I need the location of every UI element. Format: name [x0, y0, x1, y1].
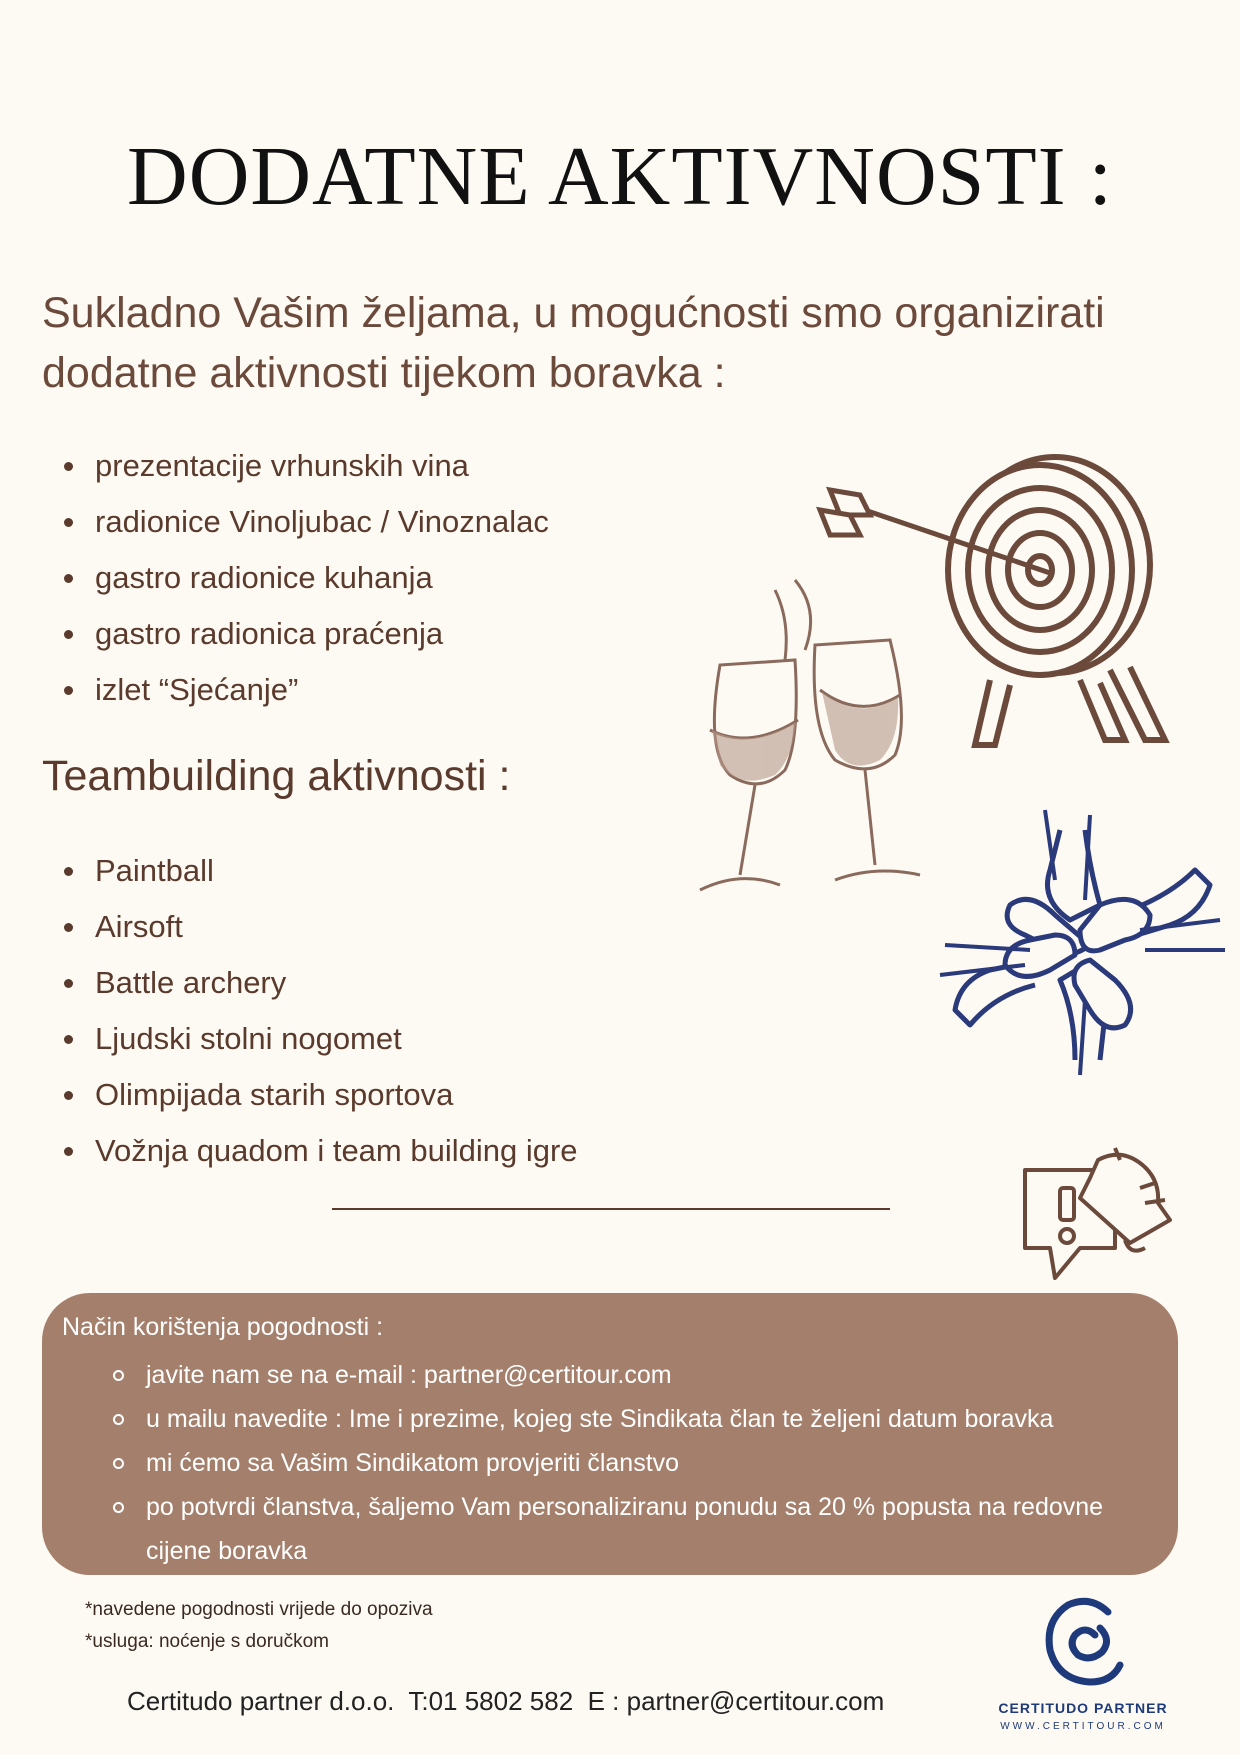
- certitudo-logo-icon: [1040, 1590, 1125, 1690]
- divider: [332, 1208, 890, 1210]
- list-item: izlet “Sjećanje”: [42, 662, 549, 718]
- usage-title: Način korištenja pogodnosti :: [62, 1313, 384, 1341]
- page-title: DODATNE AKTIVNOSTI :: [127, 130, 1113, 223]
- list-item: prezentacije vrhunskih vina: [42, 438, 549, 494]
- wine-glasses-toast-icon: [680, 580, 950, 910]
- teambuilding-heading: Teambuilding aktivnosti :: [42, 752, 511, 800]
- logo-name: CERTITUDO PARTNER: [998, 1700, 1168, 1716]
- list-item: Vožnja quadom i team building igre: [42, 1123, 578, 1179]
- intro-text: Sukladno Vašim željama, u mogućnosti smo organizirati dodatne aktivnosti tijekom boravka :: [42, 289, 1105, 397]
- list-item: po potvrdi članstva, šaljemo Vam personaliziranu ponudu sa 20 % popusta na redovne cijene boravka: [98, 1485, 1158, 1573]
- teamwork-hands-icon: [940, 810, 1230, 1080]
- list-item: javite nam se na e-mail : partner@certitour.com: [98, 1353, 1158, 1397]
- list-item: Paintball: [42, 843, 578, 899]
- usage-box: [42, 1293, 1178, 1575]
- usage-steps-list: [98, 1353, 1158, 1573]
- list-item: Ljudski stolni nogomet: [42, 1011, 578, 1067]
- validity-note: *navedene pogodnosti vrijede do opoziva: [85, 1599, 433, 1620]
- footer-contact: Certitudo partner d.o.o. T:01 5802 582 E : partner@certitour.com: [127, 1686, 885, 1716]
- service-note: *usluga: noćenje s doručkom: [85, 1631, 329, 1652]
- activities-list: [42, 438, 549, 718]
- alert-bell-icon: [1020, 1148, 1180, 1283]
- list-item: mi ćemo sa Vašim Sindikatom provjeriti članstvo: [98, 1441, 1158, 1485]
- list-item: Battle archery: [42, 955, 578, 1011]
- list-item: gastro radionica praćenja: [42, 606, 549, 662]
- list-item: radionice Vinoljubac / Vinoznalac: [42, 494, 549, 550]
- list-item: Airsoft: [42, 899, 578, 955]
- list-item: Olimpijada starih sportova: [42, 1067, 578, 1123]
- teambuilding-list: [42, 843, 578, 1179]
- list-item: u mailu navedite : Ime i prezime, kojeg ste Sindikata član te željeni datum boravka: [98, 1397, 1158, 1441]
- list-item: gastro radionice kuhanja: [42, 550, 549, 606]
- logo-url: WWW.CERTITOUR.COM: [1000, 1721, 1166, 1732]
